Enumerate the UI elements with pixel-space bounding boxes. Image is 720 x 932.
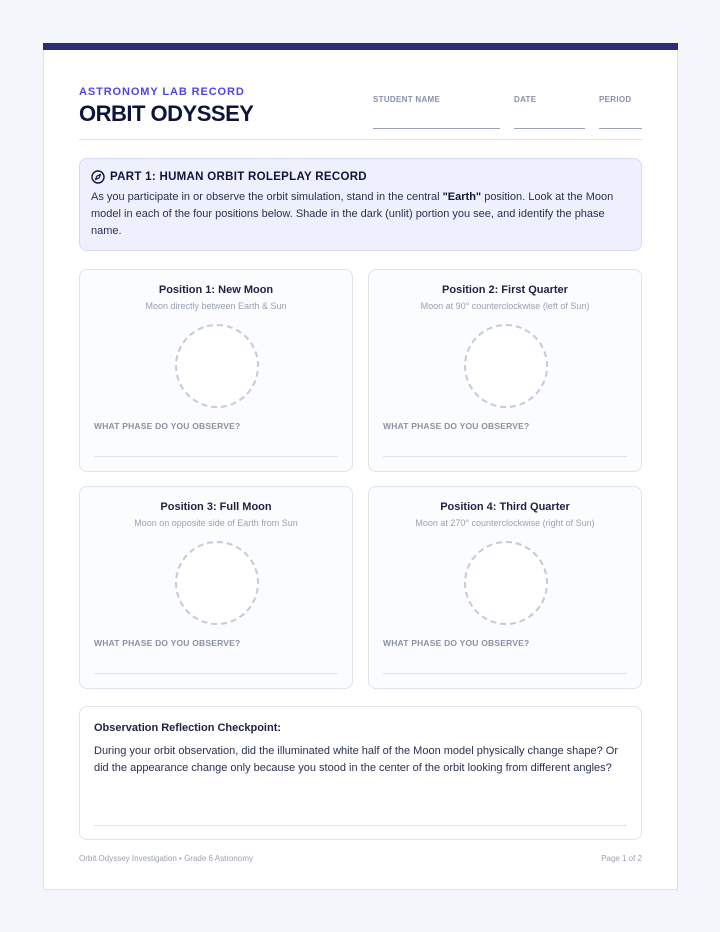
part1-heading (91, 170, 367, 184)
page-title: ORBIT ODYSSEY (79, 101, 254, 126)
position-title: Position 4: Third Quarter (440, 501, 570, 513)
part1-heading-text: PART 1: HUMAN ORBIT ROLEPLAY RECORD (110, 171, 367, 183)
date-label: DATE (514, 95, 537, 104)
position-title: Position 3: Full Moon (160, 501, 272, 513)
position-subtitle: Moon directly between Earth & Sun (145, 301, 287, 311)
part1-body-earth: "Earth" (442, 191, 482, 203)
phase-answer-line[interactable] (383, 673, 627, 674)
phase-answer-line[interactable] (383, 456, 627, 457)
moon-shading-circle[interactable] (175, 324, 259, 408)
student-name-label: STUDENT NAME (373, 95, 441, 104)
position-card-2 (368, 269, 642, 472)
position-card-3 (79, 486, 353, 689)
position-card-4 (368, 486, 642, 689)
worksheet-page (43, 43, 678, 890)
reflection-title: Observation Reflection Checkpoint: (94, 722, 282, 734)
phase-question-label: WHAT PHASE DO YOU OBSERVE? (383, 638, 530, 648)
student-name-field[interactable] (373, 95, 440, 104)
phase-question-label: WHAT PHASE DO YOU OBSERVE? (94, 638, 241, 648)
position-title: Position 2: First Quarter (442, 284, 568, 296)
compass-icon (91, 170, 105, 184)
position-subtitle: Moon at 90° counterclockwise (left of Sun) (420, 301, 590, 311)
moon-shading-circle[interactable] (175, 541, 259, 625)
part1-instructions (79, 158, 642, 251)
date-line (514, 128, 585, 129)
footer-course: Orbit Odyssey Investigation • Grade 6 Astronomy (79, 854, 253, 863)
position-subtitle: Moon on opposite side of Earth from Sun (134, 518, 298, 528)
period-line (599, 128, 642, 129)
period-label: PERIOD (599, 95, 632, 104)
part1-body-start: As you participate in or observe the orbit simulation, stand in the central (91, 191, 443, 203)
reflection-checkpoint (79, 706, 642, 840)
header-kicker: ASTRONOMY LAB RECORD (79, 86, 245, 98)
period-field[interactable] (599, 95, 631, 104)
moon-shading-circle[interactable] (464, 541, 548, 625)
part1-body (91, 189, 636, 240)
position-card-1 (79, 269, 353, 472)
phase-answer-line[interactable] (94, 673, 338, 674)
phase-question-label: WHAT PHASE DO YOU OBSERVE? (383, 421, 530, 431)
student-name-line (373, 128, 500, 129)
position-subtitle: Moon at 270° counterclockwise (right of Sun) (415, 518, 595, 528)
phase-answer-line[interactable] (94, 456, 338, 457)
part1-body-end: position. Look at the Moon model in each of the four positions below. Shade in the dark (unlit) portion you see, and identify the phase name. (91, 191, 614, 237)
worksheet-header (79, 80, 642, 140)
phase-question-label: WHAT PHASE DO YOU OBSERVE? (94, 421, 241, 431)
reflection-question: During your orbit observation, did the illuminated white half of the Moon model physically change shape? Or did the appearance change only because you stood in the center of the orbit looking from different angles? (94, 745, 619, 774)
date-field[interactable] (514, 95, 536, 104)
moon-shading-circle[interactable] (464, 324, 548, 408)
top-accent-bar (43, 43, 678, 50)
reflection-answer-line[interactable] (94, 825, 627, 826)
position-title: Position 1: New Moon (158, 284, 274, 296)
footer-page-number: Page 1 of 2 (601, 854, 642, 863)
